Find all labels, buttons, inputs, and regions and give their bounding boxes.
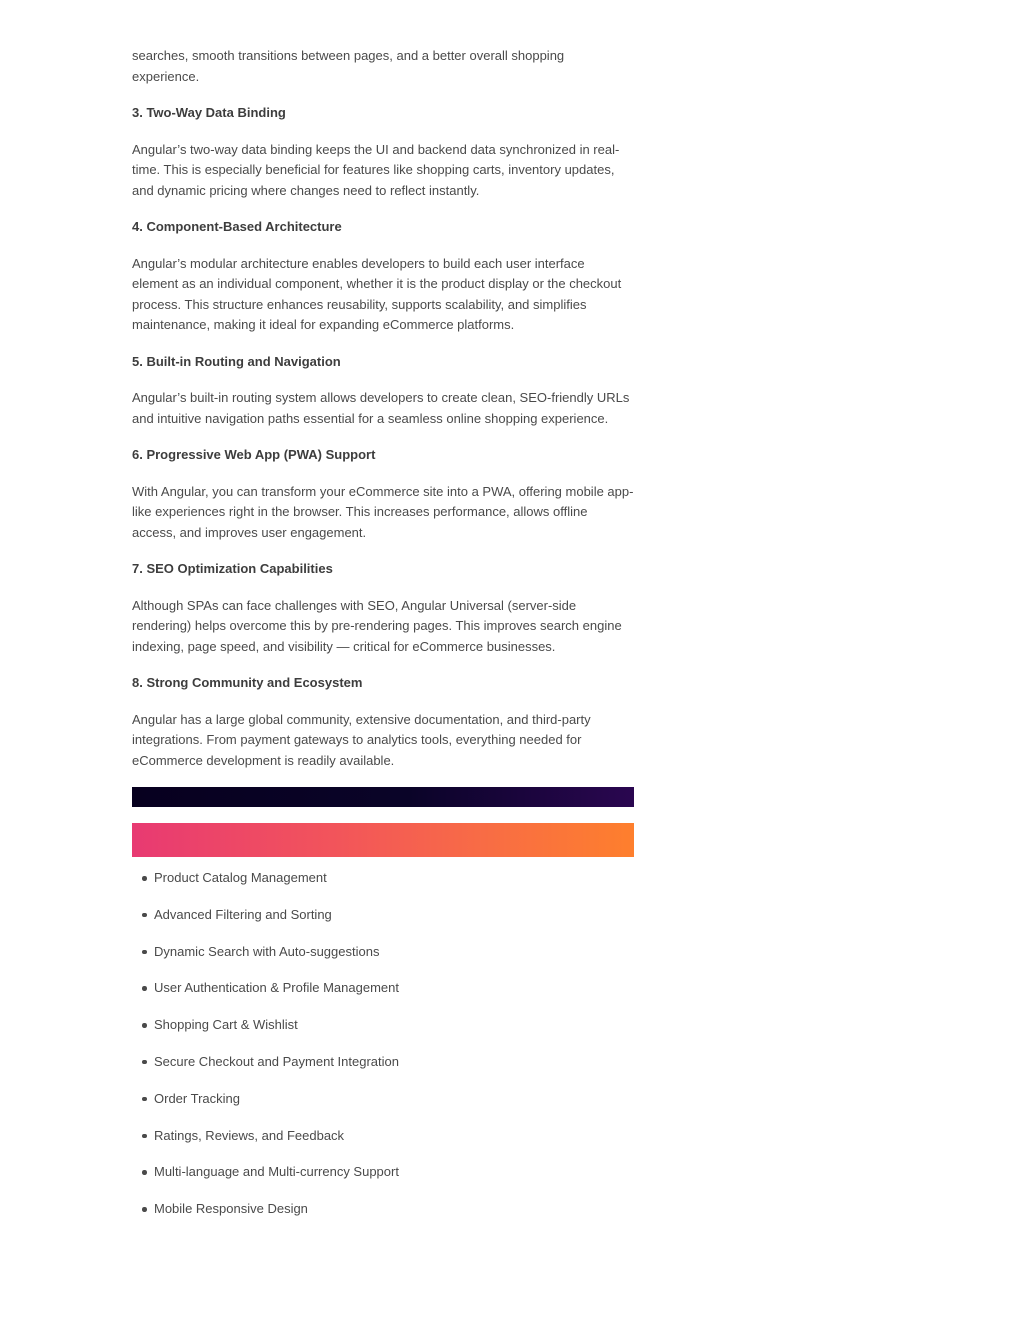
section-heading-routing: 5. Built-in Routing and Navigation xyxy=(132,353,341,369)
bullet-icon xyxy=(142,1207,147,1212)
list-item-label: User Authentication & Profile Management xyxy=(154,980,399,996)
list-item xyxy=(132,905,634,925)
list-item-label: Mobile Responsive Design xyxy=(154,1201,308,1217)
list-item-label: Ratings, Reviews, and Feedback xyxy=(154,1127,345,1143)
list-item xyxy=(132,1162,634,1182)
bullet-icon xyxy=(142,876,147,881)
bullet-icon xyxy=(142,1134,147,1139)
list-item xyxy=(132,868,634,888)
section-body-component-architecture: Angular’s modular architecture enables developers to build each user interface element as an individual component, whether it is the product display or the checkout process. This structure enhances reusability, supports scalability, and simplifies maintenance, making it ideal for expanding eCommerce platforms. xyxy=(132,255,622,332)
list-item xyxy=(132,1126,634,1146)
list-item-label: Product Catalog Management xyxy=(154,870,327,885)
section-body-seo: Although SPAs can face challenges with SEO, Angular Universal (server-side rendering) helps overcome this by pre-rendering pages. This improves search engine indexing, page speed, and visibility — critical for eCommerce businesses. xyxy=(132,597,622,654)
bullet-icon xyxy=(142,986,147,991)
list-item-label: Order Tracking xyxy=(154,1090,240,1106)
list-item-label: Advanced Filtering and Sorting xyxy=(154,906,332,922)
section-body-routing: Angular’s built-in routing system allows developers to create clean, SEO-friendly URLs and intuitive navigation paths essential for a seamless online shopping experience. xyxy=(132,390,630,426)
list-item xyxy=(132,942,634,962)
list-item xyxy=(132,1015,634,1035)
dark-gradient-banner xyxy=(132,787,634,807)
section-heading-community: 8. Strong Community and Ecosystem xyxy=(132,675,363,690)
list-item xyxy=(132,1199,634,1219)
list-item xyxy=(132,1089,634,1109)
feature-list xyxy=(132,868,634,1219)
list-item-label: Secure Checkout and Payment Integration xyxy=(154,1053,399,1069)
list-item xyxy=(132,978,634,998)
bullet-icon xyxy=(142,1023,147,1028)
orange-gradient-banner xyxy=(132,823,634,857)
section-heading-two-way-binding: 3. Two-Way Data Binding xyxy=(132,105,286,120)
article-body xyxy=(132,46,634,1236)
section-heading-pwa: 6. Progressive Web App (PWA) Support xyxy=(132,447,376,462)
bullet-icon xyxy=(142,1097,147,1102)
section-body-pwa: With Angular, you can transform your eCommerce site into a PWA, offering mobile app-like experiences right in the browser. This increases performance, allows offline access, and improves user engagement. xyxy=(132,483,634,540)
list-item-label: Shopping Cart & Wishlist xyxy=(154,1017,298,1033)
section-heading-component-architecture: 4. Component-Based Architecture xyxy=(132,219,342,234)
bullet-icon xyxy=(142,950,147,955)
section-body-two-way-binding: Angular’s two-way data binding keeps the UI and backend data synchronized in real-time. This is especially beneficial for features like shopping carts, inventory updates, and dynamic pricing where changes need to reflect instantly. xyxy=(132,141,620,198)
list-item-label: Dynamic Search with Auto-suggestions xyxy=(154,943,380,959)
bullet-icon xyxy=(142,1170,147,1175)
bullet-icon xyxy=(142,1060,147,1065)
section-heading-seo: 7. SEO Optimization Capabilities xyxy=(132,561,333,576)
bullet-icon xyxy=(142,913,147,918)
intro-paragraph-tail: searches, smooth transitions between pages, and a better overall shopping experience. xyxy=(132,48,565,84)
list-item-label: Multi-language and Multi-currency Support xyxy=(154,1164,399,1180)
section-body-community: Angular has a large global community, extensive documentation, and third-party integrations. From payment gateways to analytics tools, everything needed for eCommerce development is readily available. xyxy=(132,711,591,768)
list-item xyxy=(132,1052,634,1072)
